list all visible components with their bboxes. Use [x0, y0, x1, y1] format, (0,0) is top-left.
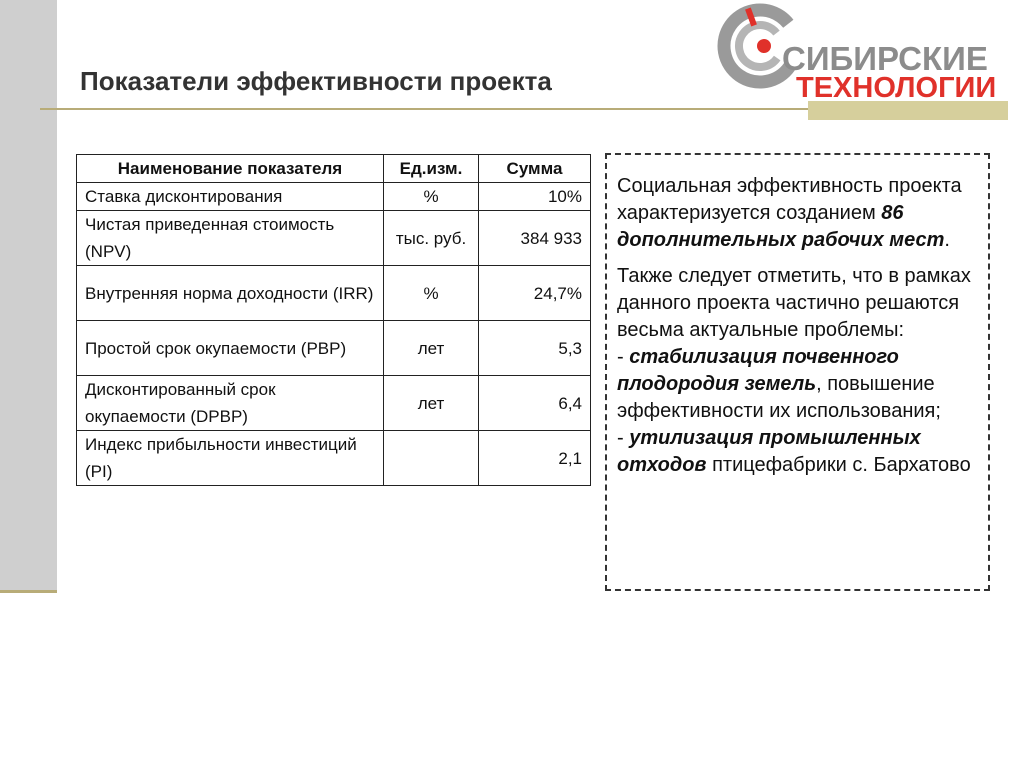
row-sum: 6,4: [479, 376, 591, 431]
row-unit: лет: [384, 376, 479, 431]
header-unit: Ед.изм.: [384, 155, 479, 183]
header-sum: Сумма: [479, 155, 591, 183]
row-name: Простой срок окупаемости (PBP): [77, 321, 384, 376]
row-sum: 384 933: [479, 211, 591, 266]
metrics-table: [76, 154, 591, 486]
problem-1-highlight: стабилизация почвенного плодородия земель: [617, 346, 899, 395]
social-effect-note: [605, 153, 990, 591]
row-name: Внутренняя норма доходности (IRR): [77, 266, 384, 321]
table-row: [77, 431, 591, 486]
table-row: [77, 266, 591, 321]
table-row: [77, 376, 591, 431]
note-paragraph-1: Социальная эффективность проекта характеризуется созданием 86 дополнительных рабочих мест.: [617, 175, 962, 251]
row-unit: лет: [384, 321, 479, 376]
row-name: Индекс прибыльности инвестиций (PI): [77, 431, 384, 486]
row-sum: 5,3: [479, 321, 591, 376]
table-row: [77, 183, 591, 211]
row-unit: %: [384, 266, 479, 321]
table-header-row: [77, 155, 591, 183]
table-row: [77, 321, 591, 376]
row-name: Чистая приведенная стоимость (NPV): [77, 211, 384, 266]
problem-2-highlight: утилизация промышленных отходов: [617, 427, 921, 476]
page-title: Показатели эффективности проекта: [80, 66, 552, 96]
row-sum: 24,7%: [479, 266, 591, 321]
header-name: Наименование показателя: [77, 155, 384, 183]
jobs-highlight: 86 дополнительных рабочих мест: [617, 202, 945, 251]
row-unit: тыс. руб.: [384, 211, 479, 266]
table-row: [77, 211, 591, 266]
left-decor-line: [0, 590, 57, 593]
row-name: Ставка дисконтирования: [77, 183, 384, 211]
row-unit: %: [384, 183, 479, 211]
row-name: Дисконтированный срок окупаемости (DPBP): [77, 376, 384, 431]
logo-line2: ТЕХНОЛОГИИ: [796, 72, 997, 104]
row-unit: [384, 431, 479, 486]
note-paragraph-2: Также следует отметить, что в рамках данного проекта частично решаются весьма актуальные проблемы: - стабилизация почвенного плодородия земель, повышение эффективности их использования; - утилизация промышленных отходов птицефабрики с. Бархатово: [617, 265, 971, 476]
row-sum: 10%: [479, 183, 591, 211]
left-decor-band: [0, 0, 57, 590]
row-sum: 2,1: [479, 431, 591, 486]
company-logo: [704, 0, 1014, 104]
logo-line1: СИБИРСКИЕ: [782, 40, 988, 77]
title-underline: [40, 108, 810, 110]
